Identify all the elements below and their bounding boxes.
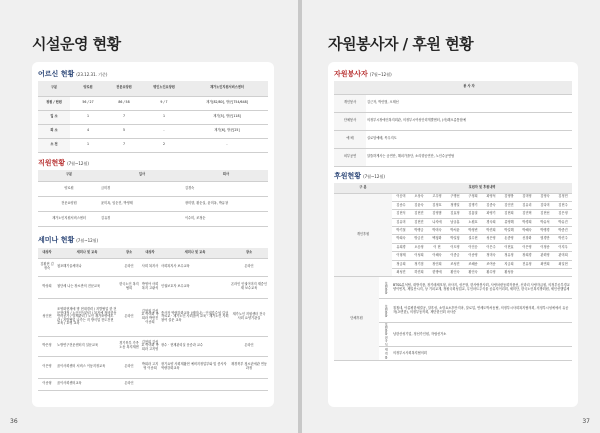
donor-name: 정명일 <box>446 201 464 209</box>
elderly-cell: 9 / 7 <box>142 96 186 110</box>
donor-name: 박서윤 <box>446 227 464 235</box>
donation-date: (7월~12월) <box>363 174 385 179</box>
volunteer-category: 개인봉사 <box>334 94 366 112</box>
donor-name: 박일청 <box>446 235 464 243</box>
seminar-row <box>38 336 268 356</box>
group-row-label: 재 적 물 <box>379 347 392 361</box>
staff-row <box>38 211 268 226</box>
donor-name <box>554 269 572 277</box>
seminar-cell: 온라인 <box>118 298 140 336</box>
donor-name: 박명금 <box>410 227 428 235</box>
group-donation-row <box>334 277 572 299</box>
seminar-cell: 청포해기술세미나 <box>56 258 118 276</box>
donation-table <box>334 183 572 361</box>
seminar-cell: 재가노인 지원센터 전국 사회 요양기관실 <box>230 298 268 336</box>
elderly-row <box>38 96 268 110</box>
donor-name: 박정빈 <box>464 227 482 235</box>
donor-name: 남궁훈 <box>446 218 464 226</box>
staff-col-header: 퇴사 <box>184 170 268 181</box>
donor-name: 김현진 <box>410 210 428 218</box>
volunteer-table <box>334 81 572 167</box>
donor-name: 장인희 <box>428 260 446 268</box>
donor-name: 이은영 <box>518 243 536 251</box>
donor-name: 최일현 <box>554 260 572 268</box>
seminar-col-header: 장소 <box>118 248 140 258</box>
seminar-row <box>38 258 268 276</box>
donor-name: 김효정 <box>446 210 464 218</box>
donor-name: 이종금 <box>446 252 464 260</box>
volunteer-col-category <box>334 81 366 94</box>
volunteer-row <box>334 148 572 166</box>
staff-col-header: 입사 <box>100 170 184 181</box>
seminar-cell <box>140 378 160 390</box>
seminar-cell: 온라인 <box>230 336 268 356</box>
donor-name: 황인숙 <box>446 269 464 277</box>
staff-cell: 윤미옥, 임순진, 박영태 <box>100 196 184 211</box>
donor-name: 이형재 <box>392 252 410 260</box>
elderly-cell: - <box>186 138 268 152</box>
seminar-row <box>38 378 268 390</box>
donor-name: 김정민 <box>554 193 572 201</box>
group-row-text: 칠칩네, 아름평한체결공, 알후성, 소망요소후안지마, 알로업, 연세도박서동협, 의정부시사회복지협의회, 의정부시성에에서 유공자(초면한), 의정부동작회, 제단한인회 마사증 <box>392 299 572 323</box>
donor-name: 이현효 <box>500 243 518 251</box>
seminar-cell: 경기북부 가족노동 복지재센 <box>118 336 140 356</box>
donor-name: 박경희 <box>518 218 536 226</box>
donor-name: 정금희 <box>392 260 410 268</box>
staff-col-header: 구분 <box>38 170 100 181</box>
staff-cell: 금미경 <box>100 181 184 196</box>
seminar-cell <box>230 378 268 390</box>
elderly-col-header: 재가노인지원서비스센터 <box>186 81 268 96</box>
donor-name: 이성희 <box>410 252 428 260</box>
elderly-cell: 재가[82/80], 방문[754/648] <box>186 96 268 110</box>
donor-name: 지금희 <box>500 260 518 268</box>
seminar-cell: 온라인 인권이미지 재중인재 보수교육 <box>230 276 268 298</box>
elderly-cell: 7 <box>106 138 142 152</box>
seminar-cell <box>160 378 230 390</box>
seminar-cell: 박희라 고지영 이준희 <box>140 356 160 378</box>
donor-name: 김현진 <box>410 218 428 226</box>
donor-name: 김민혁 <box>518 210 536 218</box>
elderly-cell: 56 / 27 <box>70 96 106 110</box>
donor-name: 황인숙 <box>464 269 482 277</box>
donor-name: 김유리 <box>518 201 536 209</box>
right-page-title: 자원봉사자 / 후원 현황 <box>328 35 474 53</box>
donor-name: 황성웅 <box>500 269 518 277</box>
donor-name: 정기점 <box>410 260 428 268</box>
donor-name: 곽영기 <box>482 210 500 218</box>
elderly-row <box>38 124 268 138</box>
seminar-col-header: 세미나 및 교육 <box>160 248 230 258</box>
donor-name: 정유정 <box>500 252 518 260</box>
elderly-col-header: 명인노인요양원 <box>142 81 186 96</box>
donor-name: 김영범 <box>428 210 446 218</box>
elderly-cell: 5 <box>106 124 142 138</box>
seminar-cell: 인권보호자 보수교육 <box>160 276 230 298</box>
staff-row <box>38 181 268 196</box>
seminar-cell: 장기요양 사회재활현 예비지정업부와 및 종사자 역량강화교육 <box>160 356 230 378</box>
staff-heading-text: 직원현황 <box>38 159 66 167</box>
elderly-cell: 1 <box>70 138 106 152</box>
group-row-label: 후원물품 <box>379 277 392 299</box>
donor-name: 조혜준 <box>464 260 482 268</box>
donor-name <box>536 269 554 277</box>
staff-row <box>38 196 268 211</box>
volunteer-row <box>334 94 572 112</box>
elderly-cell: 2 <box>142 138 186 152</box>
elderly-cell: 입 소 <box>38 110 70 124</box>
seminar-col-header: 장소 <box>230 248 268 258</box>
volunteer-row <box>334 130 572 148</box>
elderly-cell: 7 <box>106 110 142 124</box>
left-page-number: 36 <box>10 418 18 425</box>
seminar-cell: 온라인 <box>230 258 268 276</box>
seminar-cell: 박영아 사회복지 고광석 <box>140 276 160 298</box>
donation-heading <box>334 171 385 181</box>
seminar-cell: 사회 복지사 <box>140 258 160 276</box>
seminar-cell: 노방연구전문센터지 설문교육 <box>56 336 118 356</box>
seminar-table <box>38 248 268 391</box>
volunteer-category: 단체봉사 <box>334 112 366 130</box>
donor-name: 조여준 <box>482 260 500 268</box>
donor-name: 박명경 <box>536 227 554 235</box>
donor-name: 김영방 <box>500 193 518 201</box>
donor-name: 김현희 <box>500 210 518 218</box>
facility-card <box>32 62 274 407</box>
donor-name: 박유진 <box>554 218 572 226</box>
seminar-date: (7월~12월) <box>76 238 99 243</box>
donor-name: 염경만 <box>536 235 554 243</box>
donor-name: 박진희 <box>482 227 500 235</box>
donor-name: 김정호 <box>428 201 446 209</box>
donor-name: 정미숙 <box>482 252 500 260</box>
seminar-row <box>38 298 268 336</box>
donation-heading-text: 후원현황 <box>334 172 362 180</box>
donor-name: 구명선 <box>446 193 464 201</box>
seminar-col-header: 대상자 <box>38 248 56 258</box>
donor-name: 김명기 <box>464 201 482 209</box>
elderly-row <box>38 138 268 152</box>
seminar-cell: 첨단세 나는 장소만의 전문교육 <box>56 276 118 298</box>
seminar-cell: 조영화현재에 명 현대경력 / 지발협업 한 전문현대적 / 노인인식관리 / 복지예 정비한동언어공가 / 발제관리 / 노인 재가보양에도 관 / 지발협업 나가는 지 방식업 전도건현 교육 / 호영 교육 <box>56 298 118 336</box>
volunteer-date: (7월~12월) <box>369 72 392 77</box>
donor-name: 나지애 <box>428 218 446 226</box>
seminar-cell: 성인현 <box>38 298 56 336</box>
elderly-heading-text: 어르신 현황 <box>38 70 75 78</box>
donor-name: 한명애 <box>428 269 446 277</box>
donor-name: 김종숙 <box>482 201 500 209</box>
donor-name: 박진주 <box>554 235 572 243</box>
donor-name: 방금진 <box>410 235 428 243</box>
seminar-col-header: 대상자 <box>140 248 160 258</box>
donor-name: 손종영 <box>500 235 518 243</box>
donor-name: 김유미 <box>392 218 410 226</box>
elderly-row <box>38 110 268 124</box>
elderly-cell: 소 천 <box>38 138 70 152</box>
seminar-cell: 박상희 <box>38 276 56 298</box>
donor-name: 유희경 <box>392 243 410 251</box>
donor-name: 이인순 <box>464 243 482 251</box>
volunteer-col-header: 봉 사 자 <box>366 81 572 94</box>
volunteer-names: 의정부시장애인복지회관, 의정부시여성인력개발센터, (사)해오름통합예 <box>366 112 572 130</box>
staff-date: (7월~12월) <box>67 161 89 166</box>
elderly-cell: 재가[6], 방문[25] <box>186 124 268 138</box>
elderly-col-header: 양로원 <box>70 81 106 96</box>
right-page-number: 37 <box>582 418 590 425</box>
donor-name: 김현선 <box>536 210 554 218</box>
donor-name: 김현식 <box>392 210 410 218</box>
donation-header-row <box>334 183 572 193</box>
volunteer-row <box>334 112 572 130</box>
seminar-row <box>38 356 268 378</box>
donation-col-category: 구 분 <box>334 183 392 193</box>
elderly-cell: 정원 / 현원 <box>38 96 70 110</box>
seminar-cell: 꿈이사회센터 서비스 이동지정교육 <box>56 356 118 378</box>
elderly-date: (23.12.31. 기준) <box>76 72 108 77</box>
donor-name: 이정준 <box>536 243 554 251</box>
seminar-cell: 온라인 <box>118 258 140 276</box>
staff-table <box>38 170 268 227</box>
seminar-cell: 재경북부 청소년에관 연동과정 <box>230 356 268 378</box>
elderly-col-header: 구분 <box>38 81 70 96</box>
seminar-cell: 사회복지사 보수교육 <box>160 258 230 276</box>
elderly-cell: 86 / 58 <box>106 96 142 110</box>
donor-name: 류영해 <box>500 218 518 226</box>
donation-col-details: 호원자 및 후원내역 <box>392 183 572 193</box>
donor-name: 하진희 <box>410 269 428 277</box>
elderly-cell: 1 <box>142 110 186 124</box>
donor-name: 경숙희 <box>482 218 500 226</box>
left-page-title: 시설운영 현황 <box>32 35 121 53</box>
staff-cell: 김유경 <box>100 211 184 226</box>
donor-name: 김인민 <box>500 201 518 209</box>
volunteer-category: 예 배 <box>334 130 366 148</box>
donor-name: 박미숙 <box>428 227 446 235</box>
donor-name: 황수영 <box>482 269 500 277</box>
volunteer-heading-text: 자원봉사자 <box>334 70 368 78</box>
donor-name <box>518 269 536 277</box>
donor-name: 오상숙 <box>410 193 428 201</box>
donor-name: 김홍열 <box>464 210 482 218</box>
group-donation-label: 단체후원 <box>334 277 379 361</box>
donor-name: 박혜숙 <box>518 227 536 235</box>
donor-name: 김은정 <box>554 210 572 218</box>
seminar-cell: 꿈이사회센터교육 <box>56 378 118 390</box>
seminar-cell: 박은정 <box>38 336 56 356</box>
volunteer-category: 외부공연 <box>334 148 366 166</box>
seminar-col-header: 세미나 및 교육 <box>56 248 118 258</box>
donor-name: 이준영 <box>464 252 482 260</box>
donor-name: 박길해 <box>500 227 518 235</box>
seminar-cell: 온라인 <box>118 356 140 378</box>
seminar-cell: 온라인 <box>118 378 140 390</box>
donor-name: 이은주 <box>482 243 500 251</box>
donor-name: 김윤숙 <box>410 201 428 209</box>
seminar-cell: 김황현 김정숙 <box>38 258 56 276</box>
donor-name: 장희경 <box>518 252 536 260</box>
staff-cell: 양로원 <box>38 181 100 196</box>
donor-name: 이혜숙 <box>428 252 446 260</box>
donor-name: 최성진 <box>392 269 410 277</box>
seminar-heading-text: 세미나 현황 <box>38 236 75 244</box>
group-row-label: 후원물품 <box>379 299 392 323</box>
seminar-cell: 한국노인 복지협회 <box>118 276 140 298</box>
donor-name: 이 현 <box>428 243 446 251</box>
donor-name: 이도영 <box>446 243 464 251</box>
donor-name: 조성진 <box>446 260 464 268</box>
volunteer-card <box>328 62 578 407</box>
elderly-heading <box>38 69 107 79</box>
donor-name: 관미희 <box>554 252 572 260</box>
staff-cell: 이수미, 조정순 <box>184 211 268 226</box>
donor-name: 진유정 <box>518 260 536 268</box>
donor-name: 오순정 <box>410 243 428 251</box>
donor-name: 고우영 <box>428 193 446 201</box>
seminar-heading <box>38 235 98 245</box>
elderly-cell: 퇴 소 <box>38 124 70 138</box>
donor-name: 최연희 <box>536 260 554 268</box>
donor-name: 이지우 <box>554 243 572 251</box>
seminar-cell: 김현희 김성호 박미화 박희라 고지영 <box>140 336 160 356</box>
donor-name: 김다미 <box>536 201 554 209</box>
group-row-text: 의정부시사회복지협의회 <box>392 347 572 361</box>
donor-name: 박유석 <box>536 218 554 226</box>
donor-name: 설수현 <box>464 235 482 243</box>
donor-name: 신창화 <box>518 235 536 243</box>
elderly-cell: - <box>142 124 186 138</box>
donation-name-row <box>334 193 572 201</box>
personal-donation-label: 개인후원 <box>334 193 392 277</box>
volunteer-names: 김근자, 박인범, 오태선 <box>366 94 572 112</box>
donor-name: 관회영 <box>536 252 554 260</box>
seminar-cell: 김형권 김성호 박미화 박희라 박헌진 이준희 <box>140 298 160 336</box>
donor-name: 이승미 <box>392 193 410 201</box>
donor-name: 김준수 <box>392 201 410 209</box>
donor-name: 김현주 <box>554 201 572 209</box>
right-page <box>302 0 600 433</box>
donor-name: 박희숙 <box>392 235 410 243</box>
left-page <box>0 0 298 433</box>
seminar-cell: 종사자 역량강화교육 (세미나) · 인권감수성 길상자료교 · 재가노인 사회참여 교육 · 재가노인 사회참여 설문 교육 <box>160 298 230 336</box>
donor-name: 김영숙 <box>536 193 554 201</box>
staff-cell: 김경숙 <box>184 181 268 196</box>
elderly-cell: 4 <box>70 124 106 138</box>
donor-name: 노원호 <box>464 218 482 226</box>
elderly-table <box>38 81 268 153</box>
elderly-cell: 1 <box>70 110 106 124</box>
staff-cell: 재가노인지원서비스센터 <box>38 211 100 226</box>
seminar-cell: 이준형 <box>38 378 56 390</box>
group-row-label: 후원물품 전국 식 <box>379 323 392 347</box>
donor-name: 성은영 <box>482 235 500 243</box>
seminar-row <box>38 276 268 298</box>
elderly-cell: 재가[5], 방문[118] <box>186 110 268 124</box>
volunteer-heading <box>334 69 392 79</box>
volunteer-names: 실로암예배, 목우지도 <box>366 130 572 148</box>
group-row-text: BTS&분석팀, 대방식품, 장기매체모형, 마사지, 성은형, 한사랑봉사회, 사랑차린동회작품선, 신라리 사랑자급원, 의정부공부경교양이빈지, 제일산시지, 상 기피교계, 정원국회성업교, 무인마트주식물 공유지이리회, 세미단, 한국노인복지방회원, 세인선행업체 <box>392 277 572 299</box>
seminar-cell: 장수 · 현재관리실 문증과 교수 <box>160 336 230 356</box>
donor-name: 박종진 <box>554 227 572 235</box>
staff-heading <box>38 158 89 168</box>
staff-cell: 전문요양원 <box>38 196 100 211</box>
elderly-col-header: 전문요양원 <box>106 81 142 96</box>
seminar-cell: 이은영 <box>38 356 56 378</box>
donor-name: 백청화 <box>428 235 446 243</box>
staff-cell: 장미향, 황순실, 윤미옥, 박유창 <box>184 196 268 211</box>
donor-name: 박기철 <box>392 227 410 235</box>
donor-name: 구정희 <box>464 193 482 201</box>
donor-name: 김미영 <box>518 193 536 201</box>
donor-name: 곽영석 <box>482 193 500 201</box>
volunteer-names: 알뜰하게사는 공연단, 해피가을단, 소리향공연단, 노인수공연팀 <box>366 148 572 166</box>
group-row-text: 남한산성기업, 정선가인원, 자립선거소 <box>392 323 572 347</box>
